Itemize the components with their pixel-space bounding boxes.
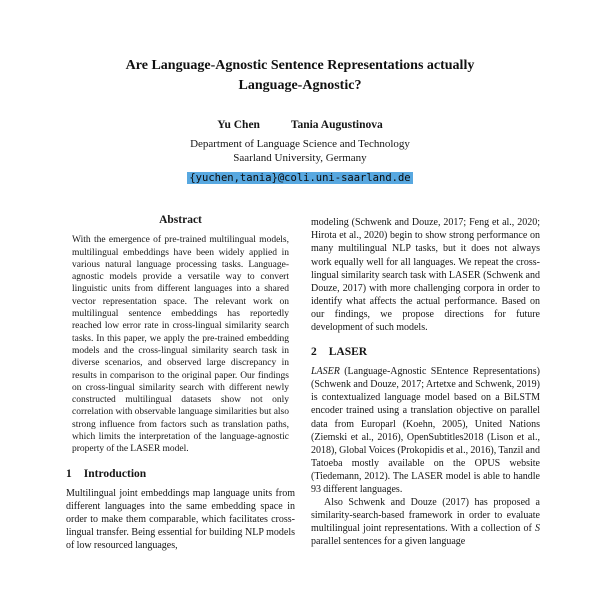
laser-paragraph: [311, 365, 540, 496]
left-column: [66, 214, 295, 552]
paragraph-text-after: parallel sentences for a given language: [311, 536, 466, 548]
paragraph-text-before: Also Schwenk and Douze (2017) has proposed a similarity-search-based framework in order to evaluate multilingual joint representations. With a collection of: [311, 497, 540, 535]
math-variable-s: S: [535, 523, 540, 535]
similarity-search-paragraph: [311, 496, 540, 548]
two-column-body: [66, 214, 540, 552]
section-title: Introduction: [83, 467, 147, 480]
section-number: 1: [66, 467, 72, 480]
paper-title: [0, 56, 600, 97]
introduction-paragraph: Multilingual joint embeddings map language units from different languages into the same embedding space in order to make them comparable, which facilitates cross-lingual transfer. Being essential for building NLP models of low resourced languages,: [66, 487, 295, 551]
continued-paragraph: modeling (Schwenk and Douze, 2017; Feng et al., 2020; Hirota et al., 2020) begin to show strong performance on many multilingual NLP tasks, but it does not always work equally well for all languages. We repeat the cross-lingual similarity search task with LASER (Schwenk and Douze, 2017) with more challenging corpora in order to identify what affects the actual performance. Based on our findings, we propose directions for future development of such models.: [311, 217, 540, 334]
right-column: [311, 214, 540, 552]
section-title: LASER: [328, 346, 368, 359]
affiliation-line-2: Saarland University, Germany: [233, 152, 367, 165]
paper-title-line2: Language-Agnostic?: [238, 78, 362, 94]
laser-term: LASER: [311, 366, 340, 378]
author-name-2: Tania Augustinova: [290, 118, 383, 131]
laser-paragraph-rest: (Language-Agnostic SEntence Representations) (Schwenk and Douze, 2017; Artetxe and Schwenk, 2019) is contextualized language model based on a BiLSTM encoder trained using a translation objective on parallel data from Europarl (Koehn, 2005), United Nations (Ziemski et al., 2016), OpenSubtitles2018 (Lison et al., 2018), Global Voices (Prokopidis et al., 2016), Tanzil and Tatoeba mostly available on the OPUS website (Tiedemann, 2012). The LASER model is able to handle 93 different languages.: [311, 366, 540, 495]
email-link[interactable]: {yuchen,tania}@coli.uni-saarland.de: [189, 172, 411, 185]
section-heading-introduction: [66, 468, 295, 480]
author-name-1: Yu Chen: [217, 118, 260, 131]
paper-header: [0, 0, 600, 186]
email-line: [0, 168, 600, 186]
affiliation: [0, 137, 600, 167]
section-number: 2: [311, 346, 317, 359]
authors-row: [0, 119, 600, 131]
abstract-heading: Abstract: [159, 214, 202, 227]
section-heading-laser: [311, 346, 540, 358]
paper-title-line1: Are Language-Agnostic Sentence Representations actually: [125, 58, 475, 73]
abstract-text: With the emergence of pre-trained multilingual models, multilingual embeddings have been widely applied in various natural language processing tasks. Language-agnostic models provide a versatile way to convert linguistic units from different languages into a shared vector representation space. The relevant work on multilingual sentence embeddings has reportedly reached low error rate in cross-lingual similarity search tasks. In this paper, we apply the pre-trained embedding models and the cross-lingual similarity search task in diverse scenarios, and observed large discrepancy in results in comparison to the original paper. Our findings on cross-lingual similarity search with different newly constructed multilingual datasets show not only correlation with observable language similarities but also strong influence from factors such as translation paths, which limits the interpretation of the language-agnostic property of the LASER model.: [72, 235, 289, 455]
affiliation-line-1: Department of Language Science and Technology: [190, 137, 410, 150]
